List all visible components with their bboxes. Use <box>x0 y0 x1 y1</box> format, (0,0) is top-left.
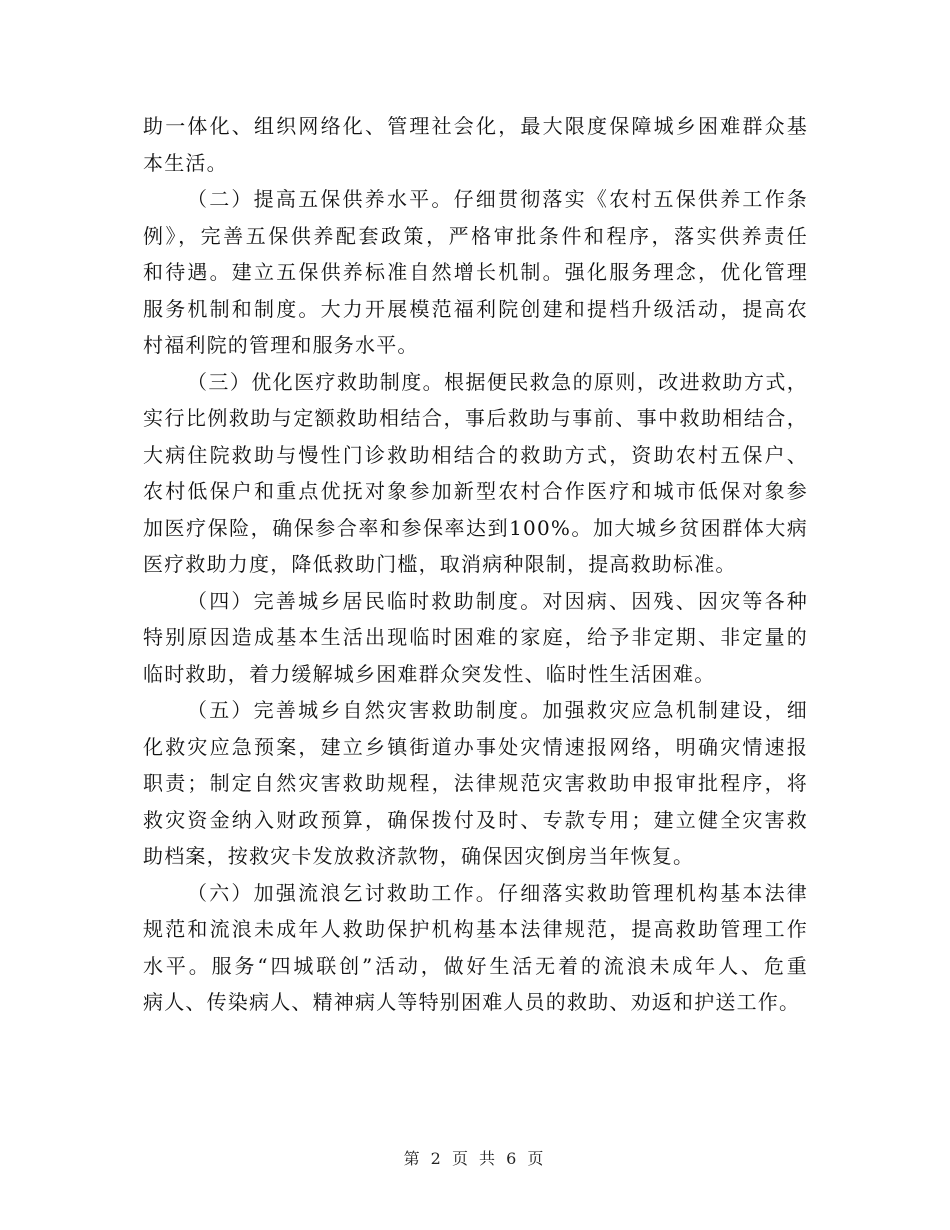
text-line: （四）完善城乡居民临时救助制度。对因病、因残、因灾等各种 <box>187 588 808 613</box>
document-body <box>143 108 808 1021</box>
text-line: 临时救助，着力缓解城乡困难群众突发性、临时性生活困难。 <box>143 661 716 686</box>
text-line: 农村低保户和重点优抚对象参加新型农村合作医疗和城市低保对象参 <box>143 479 808 503</box>
paragraph-section-5 <box>143 692 808 875</box>
text-line: 本生活。 <box>143 150 228 175</box>
text-line: 助档案，按救灾卡发放救济款物，确保因灾倒房当年恢复。 <box>143 844 695 868</box>
text-line: 化救灾应急预案，建立乡镇街道办事处灾情速报网络，明确灾情速报 <box>143 734 808 759</box>
paragraph-section-2 <box>143 181 808 364</box>
text-line: （六）加强流浪乞讨救助工作。仔细落实救助管理机构基本法律 <box>187 880 808 905</box>
paragraph-section-3 <box>143 364 808 583</box>
text-line: 服务机制和制度。大力开展模范福利院创建和提档升级活动，提高农 <box>143 296 808 321</box>
text-line: （三）优化医疗救助制度。根据便民救急的原则，改进救助方式， <box>187 369 808 394</box>
paragraph-section-6 <box>143 875 808 1021</box>
text-line: （五）完善城乡自然灾害救助制度。加强救灾应急机制建设，细 <box>187 698 808 722</box>
text-line: 加医疗保险，确保参合率和参保率达到100%。加大城乡贫困群体大病 <box>143 515 808 540</box>
text-line: 职责；制定自然灾害救助规程，法律规范灾害救助申报审批程序，将 <box>143 771 808 795</box>
text-line: 规范和流浪未成年人救助保护机构基本法律规范，提高救助管理工作 <box>143 917 808 941</box>
text-line: 例》，完善五保供养配套政策，严格审批条件和程序，落实供养责任 <box>143 223 808 248</box>
paragraph-continuation <box>143 108 808 181</box>
text-line: 救灾资金纳入财政预算，确保拨付及时、专款专用；建立健全灾害救 <box>143 807 808 832</box>
text-line: 村福利院的管理和服务水平。 <box>143 333 419 357</box>
text-line: （二）提高五保供养水平。仔细贯彻落实《农村五保供养工作条 <box>187 187 808 211</box>
text-line: 助一体化、组织网络化、管理社会化，最大限度保障城乡困难群众基 <box>143 114 808 138</box>
text-line: 水平。服务“四城联创”活动，做好生活无着的流浪未成年人、危重 <box>143 953 808 978</box>
text-line: 医疗救助力度，降低救助门槛，取消病种限制，提高救助标准。 <box>143 552 737 576</box>
text-line: 病人、传染病人、精神病人等特别困难人员的救助、劝返和护送工作。 <box>143 990 801 1014</box>
text-line: 和待遇。建立五保供养标准自然增长机制。强化服务理念，优化管理 <box>143 260 808 284</box>
paragraph-section-4 <box>143 583 808 693</box>
text-line: 大病住院救助与慢性门诊救助相结合的救助方式，资助农村五保户、 <box>143 442 808 467</box>
text-line: 实行比例救助与定额救助相结合，事后救助与事前、事中救助相结合， <box>143 406 808 430</box>
page-number-footer: 第 2 页 共 6 页 <box>403 1149 547 1168</box>
text-line: 特别原因造成基本生活出现临时困难的家庭，给予非定期、非定量的 <box>143 625 808 649</box>
